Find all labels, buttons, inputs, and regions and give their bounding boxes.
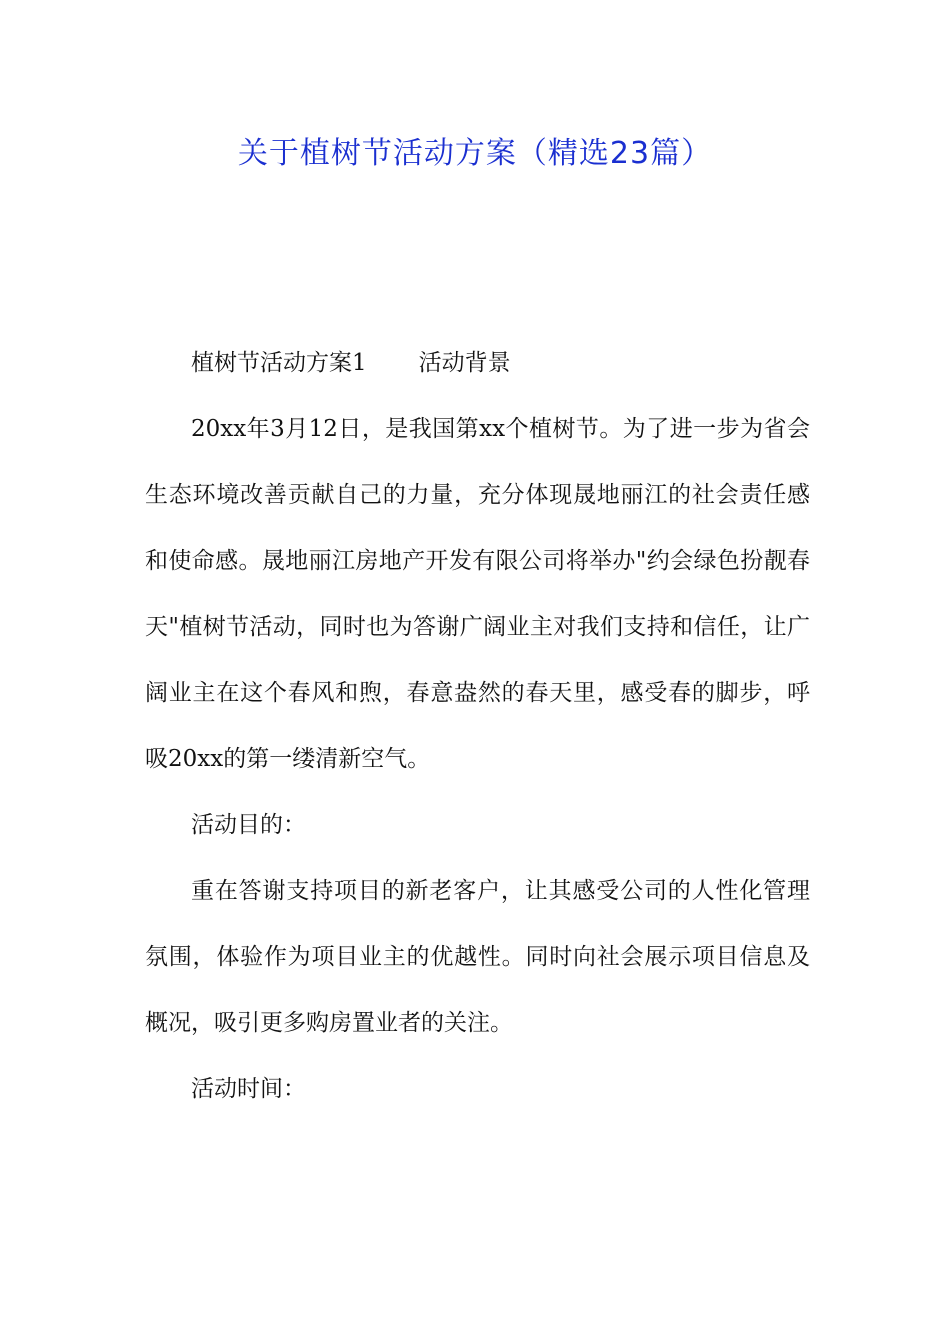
document-title: 关于植树节活动方案（精选23篇） [237, 136, 713, 171]
section-heading: 活动背景 [418, 350, 511, 376]
document-body [145, 330, 810, 1122]
paragraph-purpose-heading: 活动目的： [191, 812, 306, 838]
paragraph-time-heading: 活动时间： [191, 1076, 306, 1102]
plan-heading-line [145, 330, 810, 396]
paragraph-purpose: 重在答谢支持项目的新老客户，让其感受公司的人性化管理氛围，体验作为项目业主的优越性。同时向社会展示项目信息及概况，吸引更多购房置业者的关注。 [145, 878, 810, 1036]
paragraph-background: 20xx年3月12日，是我国第xx个植树节。为了进一步为省会生态环境改善贡献自己的力量，充分体现晟地丽江的社会责任感和使命感。晟地丽江房地产开发有限公司将举办"约会绿色扮靓春天"植树节活动，同时也为答谢广阔业主对我们支持和信任，让广阔业主在这个春风和煦，春意盎然的春天里，感受春的脚步，呼吸20xx的第一缕清新空气。 [145, 416, 810, 772]
plan-heading: 植树节活动方案1 [191, 350, 367, 376]
